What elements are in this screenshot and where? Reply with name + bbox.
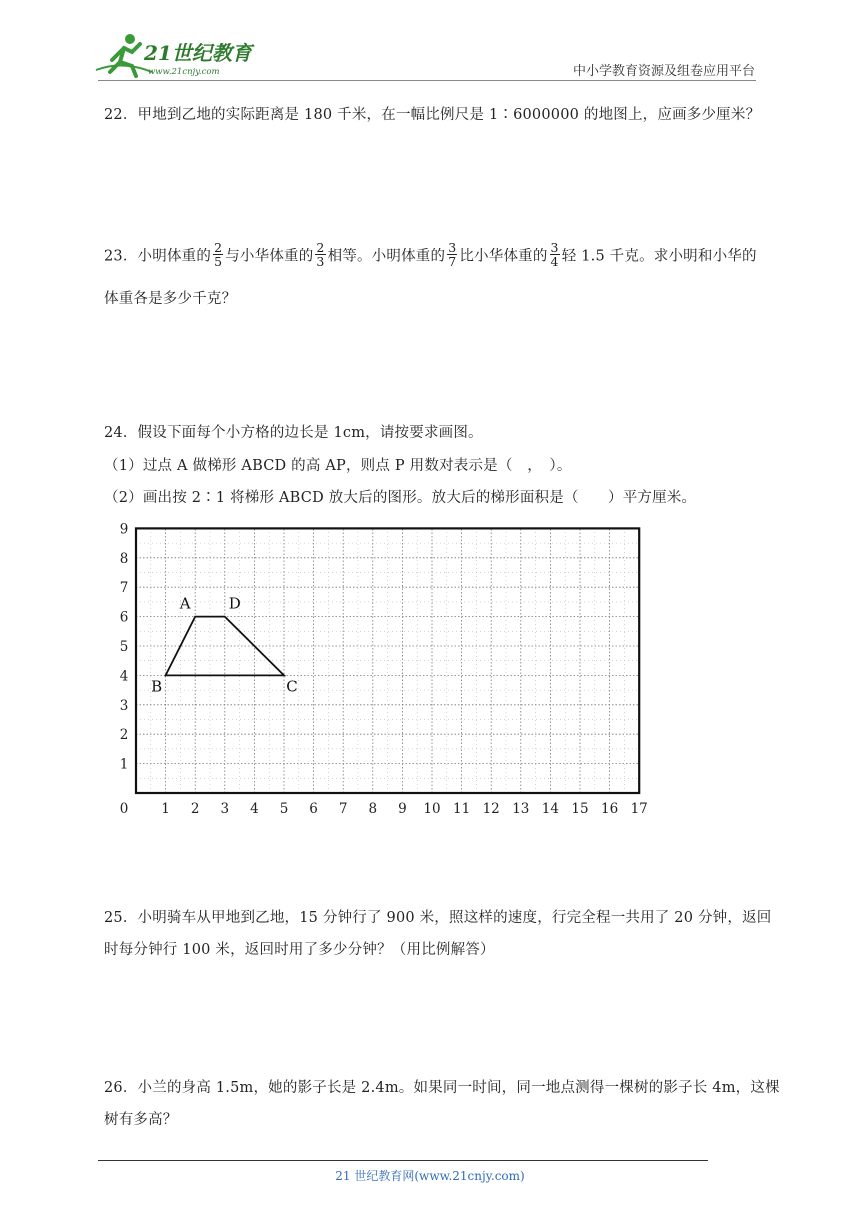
x-tick-label: 17 [630,801,648,817]
question-26-line2: 树有多高？ [104,1112,178,1128]
y-tick-label: 7 [119,580,129,597]
x-tick-label: 4 [250,801,259,817]
question-25-line1: 25．小明骑车从甲地到乙地，15 分钟行了 900 米，照这样的速度，行完全程一共用了 20 分钟，返回 [104,910,772,926]
x-tick-label: 10 [423,801,441,817]
x-tick-label: 8 [368,801,378,817]
x-tick-label: 7 [338,801,348,817]
fraction-3-7: $\frac{3}{7}$ [448,240,457,269]
x-tick-label: 13 [512,801,530,817]
x-tick-label: 5 [279,801,289,817]
logo-url: www.21cnjy.com [148,67,220,77]
x-tick-label: 3 [220,801,230,817]
question-24-intro: 24．假设下面每个小方格的边长是 1cm，请按要求画图。 [104,425,483,441]
q23-text-1: 23．小明体重的 [104,248,212,265]
question-25-line2: 时每分钟行 100 米，返回时用了多少分钟？（用比例解答） [104,942,495,958]
coordinate-grid-figure [100,515,660,825]
point-label-a: A [179,594,191,613]
fraction-2-3: $\frac{2}{3}$ [316,240,325,269]
point-label-b: B [151,677,163,696]
q23-text-5: 轻 1.5 千克。求小明和小华的 [561,248,757,265]
question-24-part1: （1）过点 A 做梯形 ABCD 的高 AP，则点 P 用数对表示是（ ， ）。 [104,458,572,474]
y-tick-label: 5 [119,639,129,655]
y-tick-label: 3 [119,697,129,714]
fraction-2-5: $\frac{2}{5}$ [214,240,223,269]
header-platform-text: 中小学教育资源及组卷应用平台 [572,64,755,79]
y-tick-label: 6 [119,609,129,626]
point-label-d: D [228,594,241,613]
header-divider [98,80,756,81]
footer-text: 21 世纪教育网(www.21cnjy.com) [335,1169,525,1183]
x-tick-label: 15 [571,801,589,817]
y-tick-label: 4 [119,668,129,685]
y-tick-label: 8 [119,550,129,567]
logo-text: 21世纪教育 [144,41,252,65]
x-tick-label: 16 [601,801,619,817]
y-tick-label: 9 [119,521,129,538]
x-tick-label: 9 [398,801,407,817]
x-tick-label: 2 [190,801,200,817]
y-tick-label: 2 [119,727,129,744]
question-24-part2: （2）画出按 2∶1 将梯形 ABCD 放大后的图形。放大后的梯形面积是（ ）平方厘米。 [104,490,697,506]
q23-text-4: 比小华体重的 [459,248,548,265]
y-tick-label: 1 [119,756,129,773]
x-tick-label: 12 [482,801,500,817]
question-23-line1 [104,240,757,270]
question-26-line1: 26．小兰的身高 1.5m，她的影子长是 2.4m。如果同一时间，同一地点测得一棵树的影子长 4m，这棵 [104,1080,780,1096]
x-tick-label: 0 [119,801,129,817]
q23-text-2: 与小华体重的 [225,248,314,265]
question-22: 22．甲地到乙地的实际距离是 180 千米，在一幅比例尺是 1∶6000000 的地图上，应画多少厘米？ [104,107,761,123]
x-tick-label: 14 [541,801,559,817]
x-tick-label: 1 [161,801,170,817]
x-tick-label: 6 [309,801,318,817]
footer-divider [98,1160,708,1161]
fraction-3-4: $\frac{3}{4}$ [550,240,559,269]
q23-text-3: 相等。小明体重的 [327,248,446,265]
question-23-line2: 体重各是多少千克？ [104,291,237,307]
x-tick-label: 11 [453,801,471,817]
point-label-c: C [286,677,298,696]
site-logo [92,30,262,78]
